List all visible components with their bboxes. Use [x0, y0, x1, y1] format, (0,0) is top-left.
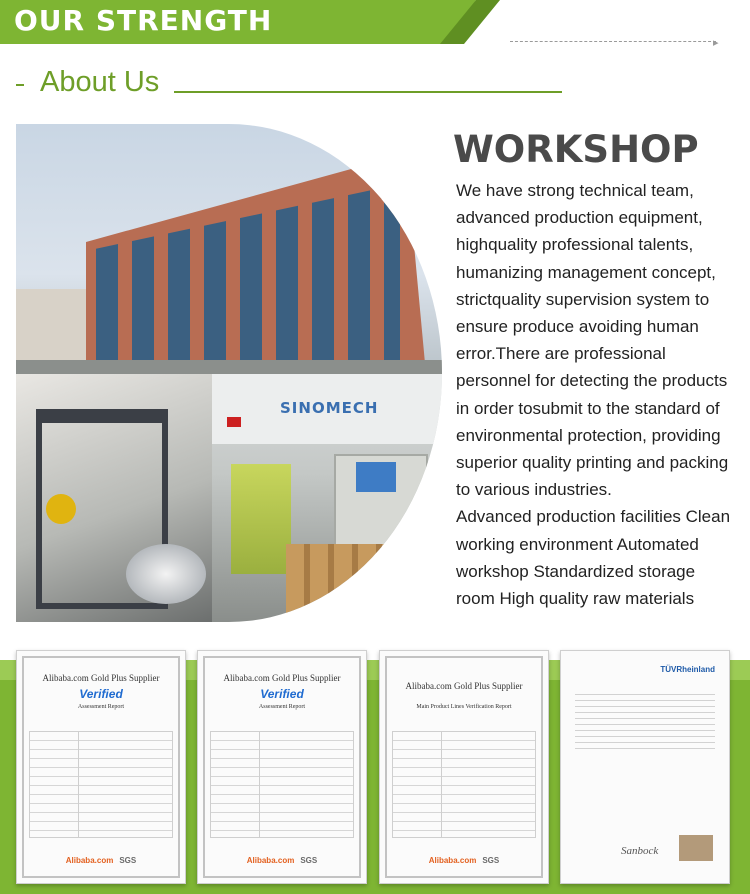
- section-title: About Us: [40, 66, 160, 98]
- workshop-description: [456, 177, 750, 612]
- certificate-table: [29, 731, 173, 838]
- workshop-line: ensure produce avoiding human: [456, 317, 699, 337]
- machine-red-display: [227, 417, 241, 427]
- workshop-title: WORKSHOP: [453, 128, 699, 171]
- certificate-card[interactable]: [379, 650, 549, 884]
- arrow-right-icon: ▸: [713, 37, 719, 49]
- machine-brand-label: SINOMECH: [280, 399, 379, 417]
- verified-badge: Verified: [260, 687, 304, 701]
- workshop-line: room High quality raw materials: [456, 589, 695, 609]
- sgs-logo: SGS: [119, 856, 137, 865]
- workshop-line: workshop Standardized storage: [456, 561, 696, 581]
- certificate-table: [210, 731, 354, 838]
- sgs-logo: SGS: [482, 856, 500, 865]
- ground: [16, 360, 442, 374]
- certificate-header: Alibaba.com Gold Plus Supplier: [42, 673, 160, 683]
- sample-photo: [679, 835, 713, 861]
- workshop-line: strictquality supervision system to: [456, 289, 710, 309]
- workshop-line: superior quality printing and packing: [456, 453, 729, 473]
- film-roll: [126, 544, 206, 604]
- workshop-line: highquality professional talents,: [456, 235, 694, 255]
- certificate-card[interactable]: [16, 650, 186, 884]
- certificate-footer: [198, 856, 366, 865]
- green-film-roll: [231, 464, 291, 574]
- verified-badge: Verified: [79, 687, 123, 701]
- certificate-footer: [380, 856, 548, 865]
- certificate-table: [392, 731, 536, 838]
- workshop-line: advanced production equipment,: [456, 208, 703, 228]
- certificate-header: Alibaba.com Gold Plus Supplier: [223, 673, 341, 683]
- strength-banner: [0, 0, 750, 49]
- workshop-line: personnel for detecting the products: [456, 371, 728, 391]
- signature: Sanbock: [621, 845, 659, 857]
- heading-underline: [174, 91, 562, 93]
- about-us-heading: [16, 64, 576, 104]
- workshop-line: working environment Automated: [456, 534, 699, 554]
- workshop-line: in order tosubmit to the standard of: [456, 398, 720, 418]
- certificate-card[interactable]: [560, 650, 730, 884]
- control-screen: [356, 462, 396, 492]
- certificate-subtitle: Main Product Lines Verification Report: [416, 704, 512, 710]
- alibaba-logo: Alibaba.com: [246, 856, 295, 865]
- workshop-line: Advanced production facilities Clean: [456, 507, 731, 527]
- paper-tubes: [286, 544, 406, 622]
- workshop-line: We have strong technical team,: [456, 181, 694, 200]
- heading-dash: [16, 84, 24, 86]
- certificate-footer: [17, 856, 185, 865]
- alibaba-logo: Alibaba.com: [428, 856, 477, 865]
- certificates-strip: [0, 630, 750, 894]
- certificate-subtitle: Assessment Report: [258, 704, 306, 710]
- sgs-logo: SGS: [300, 856, 318, 865]
- banner-dashed-line: [510, 41, 716, 42]
- certificate-card[interactable]: [197, 650, 367, 884]
- workshop-line: environmental protection, providing: [456, 425, 721, 445]
- alibaba-logo: Alibaba.com: [65, 856, 114, 865]
- certificate-header: Alibaba.com Gold Plus Supplier: [405, 681, 523, 691]
- workshop-line: error.There are professional: [456, 344, 666, 364]
- workshop-line: humanizing management concept,: [456, 262, 716, 282]
- machine-yellow-wheel: [46, 494, 76, 524]
- tuv-logo: TÜVRheinland: [660, 665, 715, 674]
- workshop-line: to various industries.: [456, 480, 612, 500]
- certificate-subtitle: Assessment Report: [77, 704, 125, 710]
- banner-title: OUR STRENGTH: [14, 4, 273, 37]
- factory-photo-collage: [16, 124, 442, 622]
- report-text-lines: [575, 689, 715, 749]
